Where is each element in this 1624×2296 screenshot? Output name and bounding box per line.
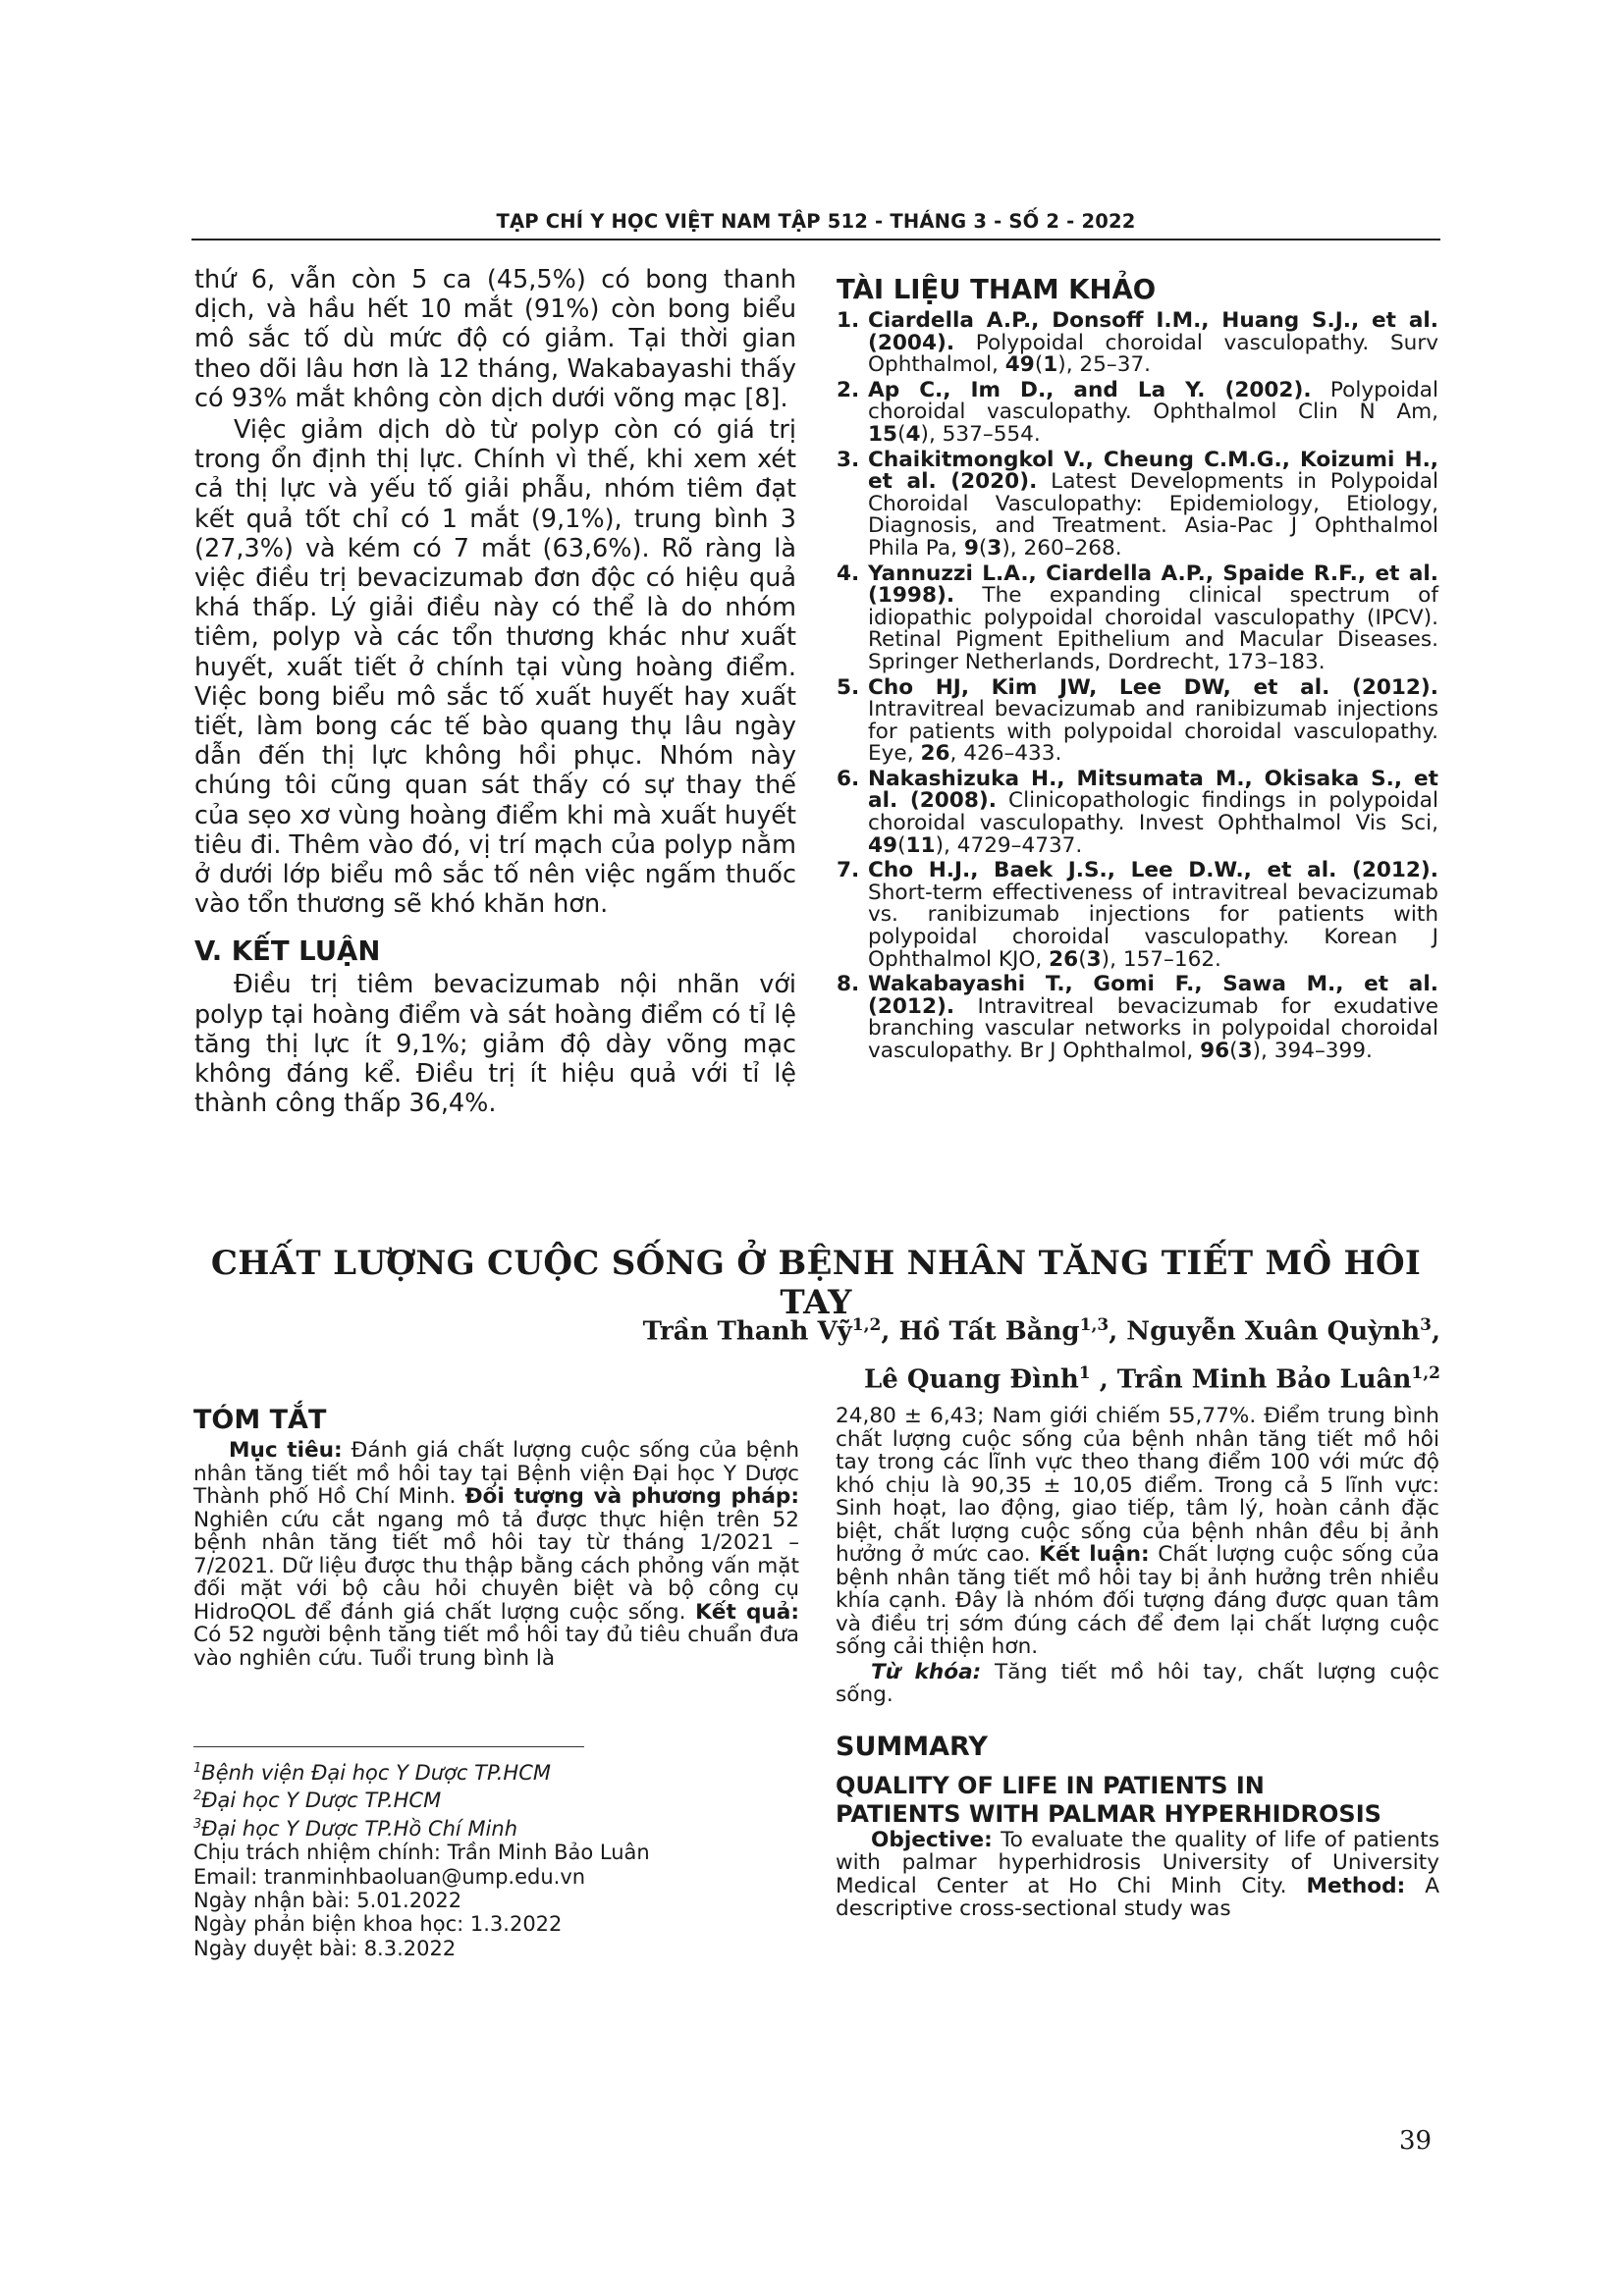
reference-volume: 9 — [963, 535, 979, 561]
reference-number: 1. — [837, 308, 860, 333]
author-separator: , — [1090, 1364, 1117, 1395]
summary-title-line-1: QUALITY OF LIFE IN PATIENTS IN — [836, 1771, 1265, 1799]
affiliation-sup: 1 — [193, 1761, 202, 1776]
reference-number: 5. — [837, 674, 860, 700]
conclusion-heading: V. KẾT LUẬN — [194, 935, 381, 968]
reference-issue: 1 — [1043, 352, 1058, 378]
reference-volume: 26 — [920, 741, 950, 767]
authors-line-1 — [643, 1305, 1440, 1353]
references-section — [837, 273, 1438, 1066]
reference-title: Latest Developments in Polypoidal Choroidal Vasculopathy: Epidemiology, Etiology, Diagnosis, and Treatment. Asia-Pac J Ophthalmol Phila Pa, — [868, 469, 1438, 561]
reference-paren: ( — [1078, 946, 1087, 972]
article-title: CHẤT LƯỢNG CUỘC SỐNG Ở BỆNH NHÂN TĂNG TIẾT MỒ HÔI TAY — [210, 1244, 1422, 1322]
reference-issue: 3 — [987, 535, 1002, 561]
reference-pages: ), 157–162. — [1101, 946, 1221, 972]
reference-volume: 15 — [868, 421, 898, 447]
reference-title: The expanding clinical spectrum of idiopathic polypoidal choroidal vasculopathy (IPCV). Retinal Pigment Epithelium and Macular Diseases. Springer Netherlands, Dordrecht, 173–183. — [868, 583, 1438, 674]
result-text-right: 24,80 ± 6,43; Nam giới chiếm 55,77%. Điểm trung bình chất lượng cuộc sống của bệnh nhân tăng tiết mồ hôi tay trong các lĩnh vực theo thang điểm 100 với mức độ khó chịu là 90,35 ± 10,05 điểm. Trong cả 5 lĩnh vực: Sinh hoạt, lao động, giao tiếp, tâm lý, hoàn cảnh đặc biệt, chất lượng cuộc sống của bệnh nhân đều bị ảnh hưởng ở mức cao. — [836, 1404, 1439, 1567]
review-date: Ngày phản biện khoa học: 1.3.2022 — [193, 1912, 563, 1937]
summary-heading: SUMMARY — [836, 1731, 988, 1762]
reference-list — [837, 310, 1438, 1063]
reference-text — [868, 674, 1438, 767]
objective-label: Mục tiêu: — [229, 1438, 343, 1463]
summary-method-text: A descriptive cross-sectional study was — [836, 1873, 1439, 1921]
reference-pages: ), 4729–4737. — [935, 832, 1083, 858]
reference-number: 2. — [837, 377, 860, 402]
reference-item — [837, 674, 1438, 767]
discussion-paragraph-1: thứ 6, vẫn còn 5 ca (45,5%) có bong thanh dịch, và hầu hết 10 mắt (91%) còn bong biểu mô sắc tố dù mức độ có giảm. Tại thời gian theo dõi lâu hơn là 12 tháng, Wakabayashi thấy có 93% mắt không còn dịch dưới võng mạc [8]. — [194, 265, 796, 413]
result-label: Kết quả: — [695, 1599, 799, 1625]
affiliation-text: Bệnh viện Đại học Y Dược TP.HCM — [201, 1761, 551, 1785]
author-list — [643, 1305, 1440, 1400]
reference-item — [837, 766, 1438, 858]
reference-authors: Cho H.J., Baek J.S., Lee D.W., et al. (2012). — [868, 858, 1438, 883]
affiliation-sup: 3 — [193, 1816, 202, 1832]
reference-text — [868, 447, 1438, 561]
reference-issue: 3 — [1086, 946, 1102, 972]
header-rule — [191, 239, 1440, 240]
reference-issue: 3 — [1237, 1039, 1253, 1063]
author-name: Hồ Tất Bằng — [898, 1316, 1080, 1347]
reference-item — [837, 377, 1439, 447]
reference-authors: Wakabayashi T., Gomi F., Sawa M., et al. (2012). — [868, 972, 1438, 1019]
reference-item — [837, 310, 1438, 377]
reference-paren: ( — [978, 535, 988, 561]
keywords-label: Từ khóa: — [871, 1659, 982, 1684]
references-heading: TÀI LIỆU THAM KHẢO — [837, 274, 1157, 305]
author-affiliation-sup: 3 — [1420, 1315, 1432, 1335]
summary-text — [836, 1829, 1439, 1921]
keywords-text: Tăng tiết mồ hôi tay, chất lượng cuộc sống. — [836, 1659, 1440, 1707]
reference-authors: Chaikitmongkol V., Cheung C.M.G., Koizumi H., et al. (2020). — [868, 447, 1438, 495]
reference-issue: 11 — [905, 832, 936, 858]
summary-title-line-2: PATIENTS WITH PALMAR HYPERHIDROSIS — [836, 1799, 1381, 1828]
abstract-left-column — [193, 1404, 799, 1670]
reference-text — [868, 860, 1438, 971]
reference-number: 3. — [837, 447, 860, 472]
abstract-heading: TÓM TẮT — [193, 1405, 327, 1435]
author-affiliation-sup: 1,2 — [1411, 1362, 1440, 1383]
reference-pages: , 426–433. — [949, 741, 1062, 767]
discussion-paragraph-2: Việc giảm dịch dò từ polyp còn có giá trị trong ổn định thị lực. Chính vì thế, khi xem xét cả thị lực và yếu tố giải phẫu, nhóm tiêm đạt kết quả tốt chỉ có 1 mắt (9,1%), trung bình 3 (27,3%) và kém có 7 mắt (63,6%). Rõ ràng là việc điều trị bevacizumab đơn độc có hiệu quả khá thấp. Lý giải điều này có thể là do nhóm tiêm, polyp và các tổn thương khác như xuất huyết, xuất tiết ở chính tại vùng hoàng điểm. Việc bong biểu mô sắc tố xuất huyết hay xuất tiết, làm bong các tế bào quang thụ lâu ngày dẫn đến thị lực không hồi phục. Nhóm này chúng tôi cũng quan sát thấy có sự thay thế của sẹo xơ vùng hoàng điểm khi mà xuất huyết tiêu đi. Thêm vào đó, vị trí mạch của polyp nằm ở dưới lớp biểu mô sắc tố nên việc ngấm thuốc vào tổn thương sẽ khó khăn hơn. — [194, 415, 796, 920]
footnotes — [193, 1757, 799, 1960]
author-separator: , — [1431, 1316, 1440, 1347]
summary-method-label: Method: — [1306, 1873, 1406, 1898]
reference-title: Intravitreal bevacizumab for exudative branching vascular networks in polypoidal choroidal vasculopathy. Br J Ophthalmol, — [868, 993, 1438, 1063]
reference-item — [837, 563, 1438, 674]
reference-issue: 4 — [905, 421, 921, 447]
reference-title: Polypoidal choroidal vasculopathy. Surv Ophthalmol, — [868, 330, 1438, 378]
reference-volume: 96 — [1200, 1039, 1230, 1063]
affiliation-3 — [193, 1813, 799, 1841]
reference-item — [837, 860, 1438, 971]
reference-volume: 49 — [1004, 352, 1035, 378]
running-header: TẠP CHÍ Y HỌC VIỆT NAM TẬP 512 - THÁNG 3 - SỐ 2 - 2022 — [496, 210, 1136, 233]
approval-date: Ngày duyệt bài: 8.3.2022 — [193, 1936, 457, 1960]
keywords — [836, 1661, 1439, 1707]
reference-text — [868, 974, 1438, 1062]
reference-title: Short-term effectiveness of intravitreal bevacizumab vs. ranibizumab injections for patients with polypoidal choroidal vasculopathy. Korean J Ophthalmol KJO, — [868, 880, 1438, 972]
abstract-text-left — [193, 1439, 799, 1670]
reference-volume: 49 — [868, 832, 898, 858]
authors-line-2 — [643, 1353, 1440, 1401]
contact-email: Email: tranminhbaoluan@ump.edu.vn — [193, 1864, 586, 1889]
summary-objective-label: Objective: — [871, 1827, 993, 1852]
result-text-left: Có 52 người bệnh tăng tiết mồ hôi tay đủ tiêu chuẩn đưa vào nghiên cứu. Tuổi trung bình là — [193, 1623, 799, 1671]
reference-title: Intravitreal bevacizumab and ranibizumab injections for patients with polypoidal choroidal vasculopathy. Eye, — [868, 697, 1438, 767]
reference-paren: ( — [1229, 1039, 1238, 1063]
footnote-rule — [193, 1746, 584, 1747]
reference-paren: ( — [897, 832, 906, 858]
reference-text — [868, 310, 1438, 377]
reference-pages: ), 537–554. — [920, 421, 1041, 447]
author-name: Trần Minh Bảo Luân — [1116, 1364, 1412, 1395]
affiliation-1 — [193, 1757, 799, 1785]
left-column — [194, 265, 796, 1118]
page-number: 39 — [1399, 2126, 1433, 2156]
reference-authors: Ciardella A.P., Donsoff I.M., Huang S.J., et al. (2004). — [868, 308, 1438, 355]
conclusion-text: Điều trị tiêm bevacizumab nội nhãn với polyp tại hoàng điểm và sát hoàng điểm có tỉ lệ tăng thị lực ít 9,1%; giảm độ dày võng mạc không đáng kể. Điều trị ít hiệu quả với tỉ lệ thành công thấp 36,4%. — [194, 970, 796, 1119]
method-label: Đối tượng và phương pháp: — [464, 1484, 799, 1509]
reference-title: Clinicopathologic findings in polypoidal choroidal vasculopathy. Invest Ophthalmol Vis Sci, — [868, 788, 1438, 836]
reference-text — [868, 377, 1439, 447]
reference-item — [837, 447, 1438, 561]
abstract-right-column — [836, 1405, 1439, 1921]
author-separator: , — [1109, 1316, 1127, 1347]
reference-number: 4. — [837, 561, 860, 586]
author-name: Trần Thanh Vỹ — [642, 1316, 852, 1347]
affiliation-sup: 2 — [193, 1789, 202, 1804]
reference-pages: ), 260–268. — [1001, 535, 1122, 561]
reference-paren: ( — [1034, 352, 1044, 378]
reference-paren: ( — [897, 421, 906, 447]
abstract-conclusion-text: Chất lượng cuộc sống của bệnh nhân tăng tiết mồ hôi tay bị ảnh hưởng trên nhiều khía cạnh. Đây là nhóm đối tượng đáng được quan tâm và điều trị sớm đúng cách để đem lại chất lượng cuộc sống cải thiện hơn. — [836, 1542, 1439, 1659]
reference-authors: Cho HJ, Kim JW, Lee DW, et al. (2012). — [868, 674, 1438, 700]
reference-text — [868, 766, 1438, 858]
responsible-author: Chịu trách nhiệm chính: Trần Minh Bảo Luân — [193, 1841, 650, 1865]
reference-number: 6. — [837, 766, 860, 791]
reference-authors: Ap C., Im D., and La Y. (2002). — [868, 377, 1312, 402]
author-name: Nguyễn Xuân Quỳnh — [1126, 1316, 1421, 1347]
affiliation-2 — [193, 1785, 799, 1812]
author-separator: , — [881, 1316, 899, 1347]
conclusion-label: Kết luận: — [1039, 1542, 1150, 1567]
reference-title: Polypoidal choroidal vasculopathy. Ophthalmol Clin N Am, — [868, 377, 1439, 425]
reference-pages: ), 394–399. — [1252, 1039, 1373, 1063]
received-date: Ngày nhận bài: 5.01.2022 — [193, 1889, 462, 1913]
reference-authors: Yannuzzi L.A., Ciardella A.P., Spaide R.F., et al. (1998). — [868, 561, 1438, 609]
reference-number: 8. — [837, 972, 860, 997]
reference-pages: ), 25–37. — [1057, 352, 1152, 378]
reference-authors: Nakashizuka H., Mitsumata M., Okisaka S., et al. (2008). — [868, 766, 1438, 814]
affiliation-text: Đại học Y Dược TP.Hồ Chí Minh — [201, 1816, 518, 1841]
author-affiliation-sup: 1 — [1078, 1362, 1091, 1383]
author-affiliation-sup: 1,2 — [851, 1315, 882, 1335]
reference-item — [837, 974, 1438, 1062]
objective-text: Đánh giá chất lượng cuộc sống của bệnh nhân tăng tiết mồ hôi tay tại Bệnh viện Đại học Y Dược Thành phố Hồ Chí Minh. — [193, 1438, 800, 1509]
author-affiliation-sup: 1,3 — [1079, 1315, 1110, 1335]
affiliation-text: Đại học Y Dược TP.HCM — [201, 1789, 442, 1813]
abstract-text-right — [836, 1405, 1439, 1659]
summary-objective-text: To evaluate the quality of life of patients with palmar hyperhidrosis University of University Medical Center at Ho Chi Minh City. — [836, 1827, 1439, 1898]
method-text: Nghiên cứu cắt ngang mô tả được thực hiện trên 52 bệnh nhân tăng tiết mồ hôi tay từ tháng 1/2021 – 7/2021. Dữ liệu được thu thập bằng cách phỏng vấn mặt đối mặt với bộ câu hỏi chuyên biệt và bộ công cụ HidroQOL để đánh giá chất lượng cuộc sống. — [193, 1507, 799, 1625]
author-name: Lê Quang Đình — [863, 1364, 1079, 1395]
reference-number: 7. — [837, 858, 860, 883]
reference-text — [868, 563, 1438, 674]
reference-volume: 26 — [1049, 946, 1079, 972]
